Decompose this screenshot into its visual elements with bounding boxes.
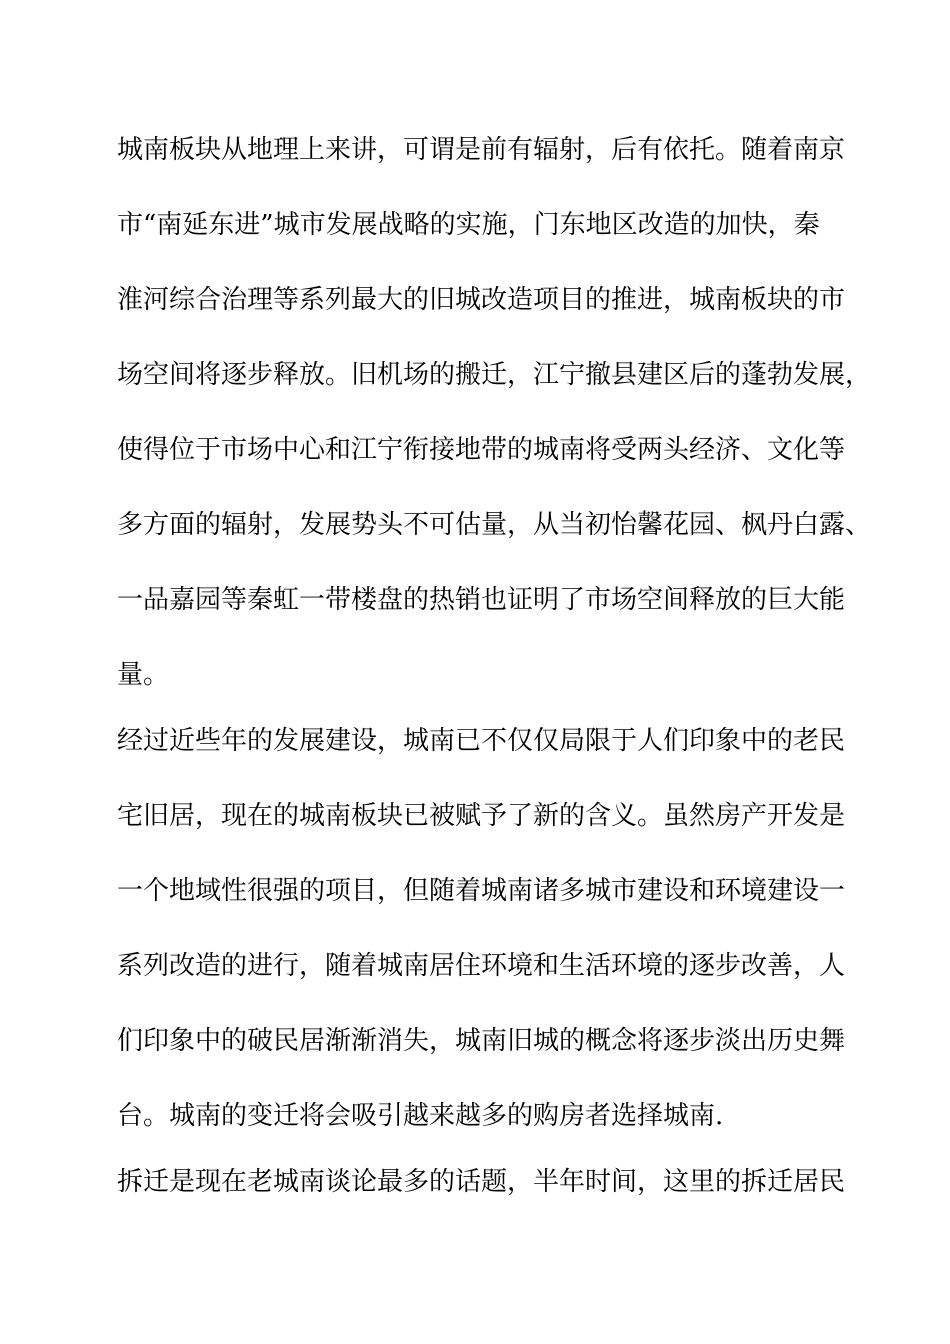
text-line-6: 多方面的辐射，发展势头不可估量，从当初怡馨花园、枫丹白露、 bbox=[117, 510, 872, 540]
text-line-15: 拆迁是现在老城南谈论最多的话题，半年时间，这里的拆迁居民 bbox=[117, 1167, 846, 1197]
text-line-4: 场空间将逐步释放。旧机场的搬迁，江宁撤县建区后的蓬勃发展， bbox=[117, 360, 872, 390]
text-line-14: 台。城南的变迁将会吸引越来越多的购房者选择城南. bbox=[117, 1101, 724, 1131]
text-line-2: 市“南延东进”城市发展战略的实施，门东地区改造的加快，秦 bbox=[117, 210, 820, 240]
text-line-8: 量。 bbox=[117, 660, 170, 690]
text-line-7: 一品嘉园等秦虹一带楼盘的热销也证明了市场空间释放的巨大能 bbox=[117, 585, 846, 615]
text-line-10: 宅旧居，现在的城南板块已被赋予了新的含义。虽然房产开发是 bbox=[117, 801, 846, 831]
text-line-3: 淮河综合治理等系列最大的旧城改造项目的推进，城南板块的市 bbox=[117, 285, 846, 315]
text-line-9: 经过近些年的发展建设，城南已不仅仅局限于人们印象中的老民 bbox=[117, 726, 846, 756]
text-line-1: 城南板块从地理上来讲，可谓是前有辐射，后有依托。随着南京 bbox=[117, 135, 846, 165]
text-line-13: 们印象中的破民居渐渐消失，城南旧城的概念将逐步淡出历史舞 bbox=[117, 1026, 846, 1056]
text-line-11: 一个地域性很强的项目，但随着城南诸多城市建设和环境建设一 bbox=[117, 876, 846, 906]
text-line-12: 系列改造的进行，随着城南居住环境和生活环境的逐步改善，人 bbox=[117, 951, 846, 981]
text-line-5: 使得位于市场中心和江宁衔接地带的城南将受两头经济、文化等 bbox=[117, 435, 846, 465]
body-text bbox=[117, 124, 872, 1231]
